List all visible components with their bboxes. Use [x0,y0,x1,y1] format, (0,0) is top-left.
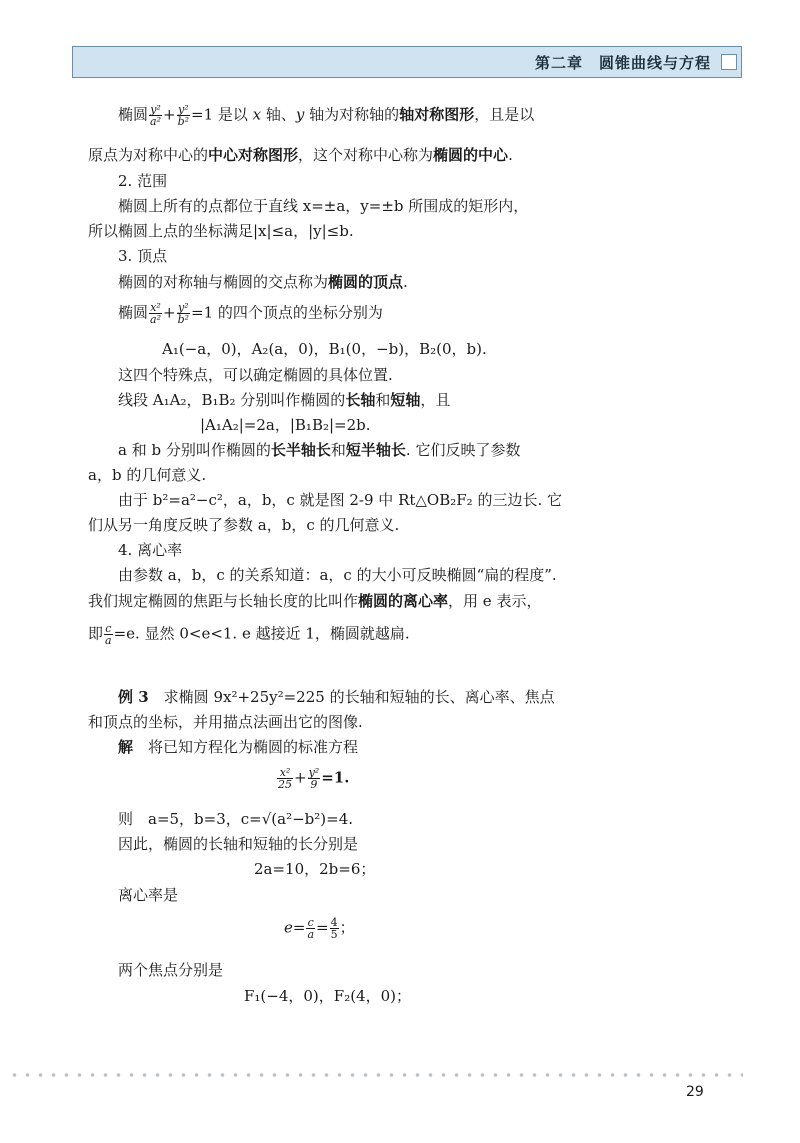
paragraph-line: 所以椭圆上点的坐标满足|x|≤a，|y|≤b. [88,222,354,240]
paragraph-line: a 和 b 分别叫作椭圆的长半轴长和短半轴长. 它们反映了参数 [118,441,521,459]
section-heading-vertex: 3. 顶点 [118,247,168,265]
paragraph-line: 椭圆上所有的点都位于直线 x=±a，y=±b 所围成的矩形内， [118,197,529,215]
formula-line: e= $\frac{c}{a}$ = $\frac{4}{5}$ ； [284,916,355,941]
paragraph-line: 们从另一角度反映了参数 a，b，c 的几何意义. [88,516,400,534]
paragraph-line: 由参数 a，b，c 的关系知道：a，c 的大小可反映椭圆“扁的程度”. [118,566,557,584]
header-square-icon [721,54,737,70]
paragraph-line: 则 a=5，b=3，c=√(a²−b²)=4. [118,810,354,828]
formula-line: $\frac{\text{x²}}{25}$ + $\frac{\text{y²}}{9}$ =1. [278,766,350,791]
formula-line: A₁(−a，0)，A₂(a，0)，B₁(0，−b)，B₂(0，b). [162,340,487,358]
formula-line: 2a=10，2b=6； [254,860,376,878]
chapter-header-bar [72,46,742,78]
chapter-title: 第二章 圆锥曲线与方程 [534,54,711,72]
formula-line: F₁(−4，0)，F₂(4，0)； [244,987,411,1005]
paragraph-line: 线段 A₁A₂，B₁B₂ 分别叫作椭圆的长轴和短轴，且 [118,391,451,409]
footer-dotted-rule [8,1073,743,1077]
paragraph-line: 即 $\frac{c}{a}$ =e. 显然 0<e<1. e 越接近 1，椭圆就越扁. [88,622,410,647]
section-heading-eccentricity: 4. 离心率 [118,541,183,559]
example-heading: 例 3 求椭圆 9x²+25y²=225 的长轴和短轴的长、离心率、焦点 [118,688,555,706]
solution-line: 解 将已知方程化为椭圆的标准方程 [118,738,359,756]
section-heading-range: 2. 范围 [118,172,168,190]
page-number: 29 [686,1084,704,1100]
paragraph-line: 离心率是 [118,886,179,904]
paragraph-line: 我们规定椭圆的焦距与长轴长度的比叫作椭圆的离心率，用 e 表示， [88,592,542,610]
paragraph-line: 这四个特殊点，可以确定椭圆的具体位置. [118,366,393,384]
paragraph-line: 因此，椭圆的长轴和短轴的长分别是 [118,835,359,853]
paragraph-line: 和顶点的坐标，并用描点法画出它的图像. [88,713,363,731]
formula-line: |A₁A₂|=2a，|B₁B₂|=2b. [200,416,371,434]
paragraph-line: a，b 的几何意义. [88,466,207,484]
paragraph-line: 椭圆的对称轴与椭圆的交点称为椭圆的顶点. [118,273,408,291]
paragraph-line: 原点为对称中心的中心对称图形，这个对称中心称为椭圆的中心. [88,146,513,164]
paragraph-line: 椭圆 $\frac{\text{y²}}{\text{a²}}$ + $\frac{\text{y²}}{\text{b²}}$ =1 是以 x 轴、y 轴为对称轴的轴对称图形，且是以 [118,103,535,128]
paragraph-line: 两个焦点分别是 [118,961,224,979]
paragraph-line: 由于 b²=a²−c²，a，b，c 就是图 2-9 中 Rt△OB₂F₂ 的三边长. 它 [118,491,562,509]
paragraph-line: 椭圆 $\frac{\text{x²}}{\text{a²}}$ + $\frac{\text{y²}}{\text{b²}}$ =1 的四个顶点的坐标分别为 [118,301,383,326]
